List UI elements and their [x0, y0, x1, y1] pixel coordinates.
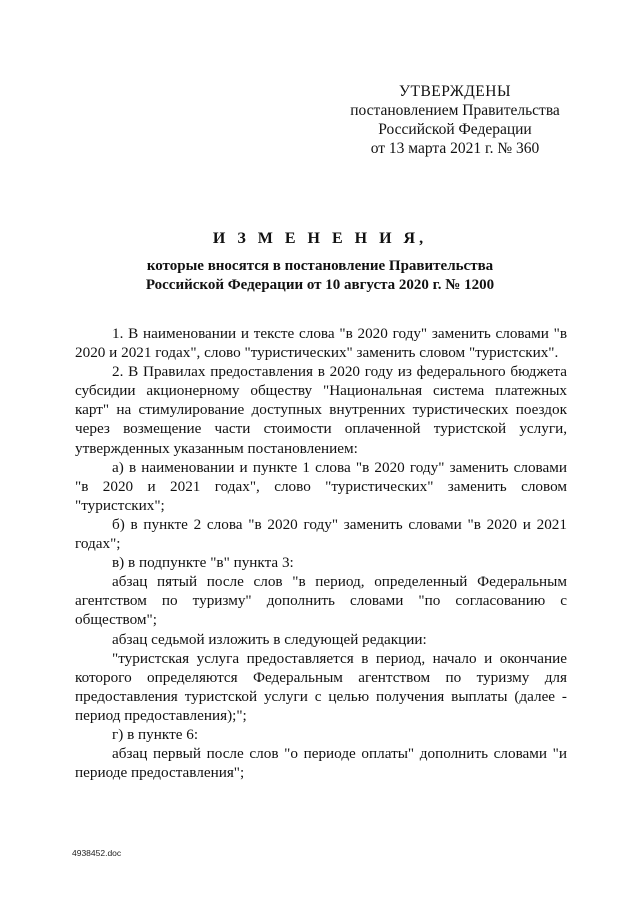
paragraph-item-1: 1. В наименовании и тексте слова "в 2020 году" заменить словами "в 2020 и 2021 годах", слово "туристических" заменить словом "туристских". [75, 325, 567, 362]
paragraph-subitem-b: б) в пункте 2 слова "в 2020 году" заменить словами "в 2020 и 2021 годах"; [75, 515, 567, 553]
paragraph-quoted-text: "туристская услуга предоставляется в период, начало и окончание которого определяются Федеральным агентством по туризму для предоставления туристской услуги с целью получения выплаты (далее - период предоставления);"; [75, 649, 567, 724]
document-subtitle-line-2: Российской Федерации от 10 августа 2020 г. № 1200 [145, 277, 495, 293]
approval-stamp-block [330, 82, 580, 158]
paragraph-seventh-abzac: абзац седьмой изложить в следующей редакции: [112, 630, 427, 648]
approval-line-resolution: постановлением Правительства [350, 102, 560, 119]
document-body [75, 324, 567, 782]
footer-file-code: 4938452.doc [72, 848, 122, 858]
paragraph-subitem-a: а) в наименовании и пункте 1 слова "в 2020 году" заменить словами "в 2020 и 2021 годах", слово "туристических" заменить словом "туристских"; [75, 458, 567, 514]
approval-title: УТВЕРЖДЕНЫ [399, 83, 511, 100]
paragraph-subitem-v: в) в подпункте "в" пункта 3: [112, 554, 294, 572]
document-subtitle [0, 257, 640, 295]
approval-line-government: Российской Федерации [378, 121, 532, 138]
document-subtitle-line-1: которые вносятся в постановление Правительства [146, 258, 494, 274]
paragraph-subitem-g: г) в пункте 6: [112, 725, 199, 743]
paragraph-item-2: 2. В Правилах предоставления в 2020 году из федерального бюджета субсидии акционерному обществу "Национальная система платежных карт" на стимулирование доступных внутренних туристических поездок через возмещение части стоимости оплаченной туристской услуги, утвержденных указанным постановлением: [75, 363, 567, 457]
document-title: И З М Е Н Е Н И Я, [212, 230, 428, 247]
paragraph-first-abzac: абзац первый после слов "о периоде оплаты" дополнить словами "и периоде предоставления"; [75, 745, 567, 782]
paragraph-fifth-abzac: абзац пятый после слов "в период, определенный Федеральным агентством по туризму" дополнить словами "по согласованию с обществом"; [75, 573, 567, 629]
approval-line-date-number: от 13 марта 2021 г. № 360 [370, 140, 540, 157]
